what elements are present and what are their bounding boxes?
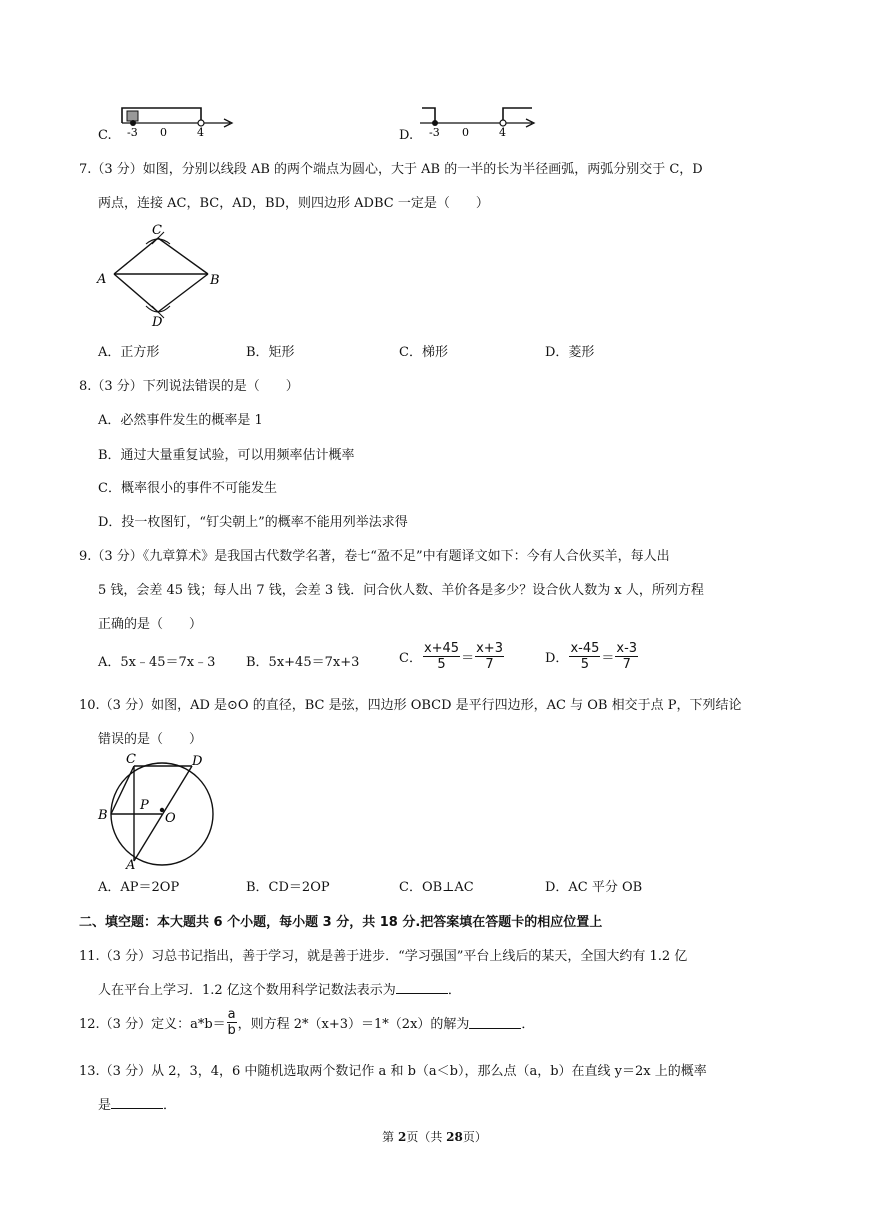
label-d: D (192, 754, 203, 769)
fraction (569, 641, 600, 672)
q9-stem-line3: 正确的是（ ） (98, 617, 203, 632)
tick-label: -3 (127, 126, 138, 139)
footer-page-number: 2 (397, 1130, 407, 1144)
q7-option-b: B．矩形 (246, 345, 295, 360)
q9-stem-line2: 5 钱，会差 45 钱；每人出 7 钱，会差 3 钱．问合伙人数、羊价各是多少？设合伙人数为 x 人，所列方程 (98, 583, 704, 598)
q10-option-d: D．AC 平分 OB (545, 880, 643, 895)
q13-stem-line1: 13.（3 分）从 2，3，4，6 中随机选取两个数记作 a 和 b（a＜b），那么点（a，b）在直线 y＝2x 上的概率 (79, 1064, 707, 1079)
q9-option-c (399, 641, 505, 672)
denominator: b (227, 1023, 236, 1038)
q11-text: 人在平台上学习．1.2 亿这个数用科学记数法表示为 (98, 983, 396, 998)
answer-blank (396, 981, 448, 994)
equals-sign: ＝ (601, 651, 615, 666)
numerator: x-3 (616, 641, 638, 656)
q12-prefix: 12.（3 分）定义：a*b＝ (79, 1017, 226, 1032)
numerator: a (227, 1007, 236, 1022)
tick-label: -3 (429, 126, 440, 139)
numerator: x-45 (570, 641, 600, 656)
label-a: A (97, 272, 107, 287)
q7-rhombus-figure (92, 222, 232, 330)
q8-option-d: D．投一枚图钉，“钉尖朝上”的概率不能用列举法求得 (98, 515, 408, 530)
tick-label: 0 (462, 126, 469, 139)
option-label: C． (399, 651, 422, 666)
answer-blank (111, 1096, 163, 1109)
q9-option-d (545, 641, 639, 672)
q10-stem-line1: 10.（3 分）如图，AD 是⊙O 的直径，BC 是弦，四边形 OBCD 是平行四边形，AC 与 OB 相交于点 P，下列结论 (79, 698, 742, 713)
tick-label: 4 (197, 126, 204, 139)
fraction (615, 641, 638, 672)
label-b: B (210, 273, 220, 288)
q10-stem-line2: 错误的是（ ） (98, 732, 203, 747)
equals-sign: ＝ (461, 651, 475, 666)
q7-stem-line1: 7.（3 分）如图，分别以线段 AB 的两个端点为圆心，大于 AB 的一半的长为半径画弧，两弧分别交于 C，D (79, 162, 703, 177)
q6-option-c-label: C. (98, 128, 112, 143)
denominator: 7 (622, 657, 631, 672)
footer-mid: 页（共 (406, 1130, 447, 1144)
tick-label: 4 (499, 126, 506, 139)
denominator: 7 (485, 657, 494, 672)
option-label: D． (545, 651, 569, 666)
q6-option-d-label: D. (399, 128, 414, 143)
q13-end: ． (163, 1098, 177, 1113)
q10-option-b: B．CD＝2OP (246, 880, 330, 895)
label-b: B (98, 808, 108, 823)
q12-stem (79, 1007, 534, 1038)
fraction (475, 641, 504, 672)
tick-label: 0 (160, 126, 167, 139)
q7-option-a: A．正方形 (98, 345, 160, 360)
label-c: C (152, 223, 162, 238)
numerator: x+3 (476, 641, 503, 656)
fraction (227, 1007, 237, 1038)
q8-option-b: B．通过大量重复试验，可以用频率估计概率 (98, 448, 355, 463)
q11-stem-line2 (98, 979, 461, 998)
q9-option-a: A．5x﹣45＝7x﹣3 (98, 655, 216, 670)
q8-option-c: C．概率很小的事件不可能发生 (98, 481, 277, 496)
q7-stem-line2: 两点，连接 AC，BC，AD，BD，则四边形 ADBC 一定是（ ） (98, 196, 489, 211)
numerator: x+45 (423, 641, 460, 656)
label-c: C (126, 752, 136, 767)
q7-option-c: C．梯形 (399, 345, 448, 360)
q13-text: 是 (98, 1098, 112, 1113)
footer-total-pages: 28 (446, 1130, 463, 1144)
q11-end: ． (447, 983, 461, 998)
footer-post: 页） (462, 1130, 487, 1144)
answer-blank (469, 1016, 521, 1029)
label-p: P (140, 798, 149, 813)
q10-option-c: C．OB⊥AC (399, 880, 474, 895)
q9-option-b: B．5x+45＝7x+3 (246, 655, 360, 670)
q10-option-a: A．AP＝2OP (98, 880, 180, 895)
q6-option-c-numberline (116, 100, 240, 142)
denominator: 5 (580, 657, 590, 672)
denominator: 5 (437, 657, 446, 672)
footer-pre: 第 (382, 1130, 398, 1144)
page-footer (0, 1128, 869, 1145)
q7-option-d: D．菱形 (545, 345, 595, 360)
section-heading: 二、填空题：本大题共 6 个小题，每小题 3 分，共 18 分.把答案填在答题卡的相应位置上 (79, 915, 603, 930)
q6-option-d-numberline (418, 100, 542, 142)
label-a: A (126, 858, 136, 870)
fraction (423, 641, 460, 672)
q13-stem-line2 (98, 1094, 176, 1113)
label-d: D (152, 315, 163, 330)
q8-option-a: A．必然事件发生的概率是 1 (98, 413, 263, 428)
q9-stem-line1: 9.（3 分）《九章算术》是我国古代数学名著，卷七“盈不足”中有题译文如下：今有人合伙买羊，每人出 (79, 549, 670, 564)
q8-stem: 8.（3 分）下列说法错误的是（ ） (79, 379, 299, 394)
q12-end: ． (521, 1017, 535, 1032)
q10-circle-figure (92, 748, 222, 870)
q11-stem-line1: 11.（3 分）习总书记指出，善于学习，就是善于进步．“学习强国”平台上线后的某天，全国大约有 1.2 亿 (79, 949, 688, 964)
label-o: O (165, 811, 176, 826)
q12-suffix: ，则方程 2*（x+3）＝1*（2x）的解为 (237, 1017, 470, 1032)
